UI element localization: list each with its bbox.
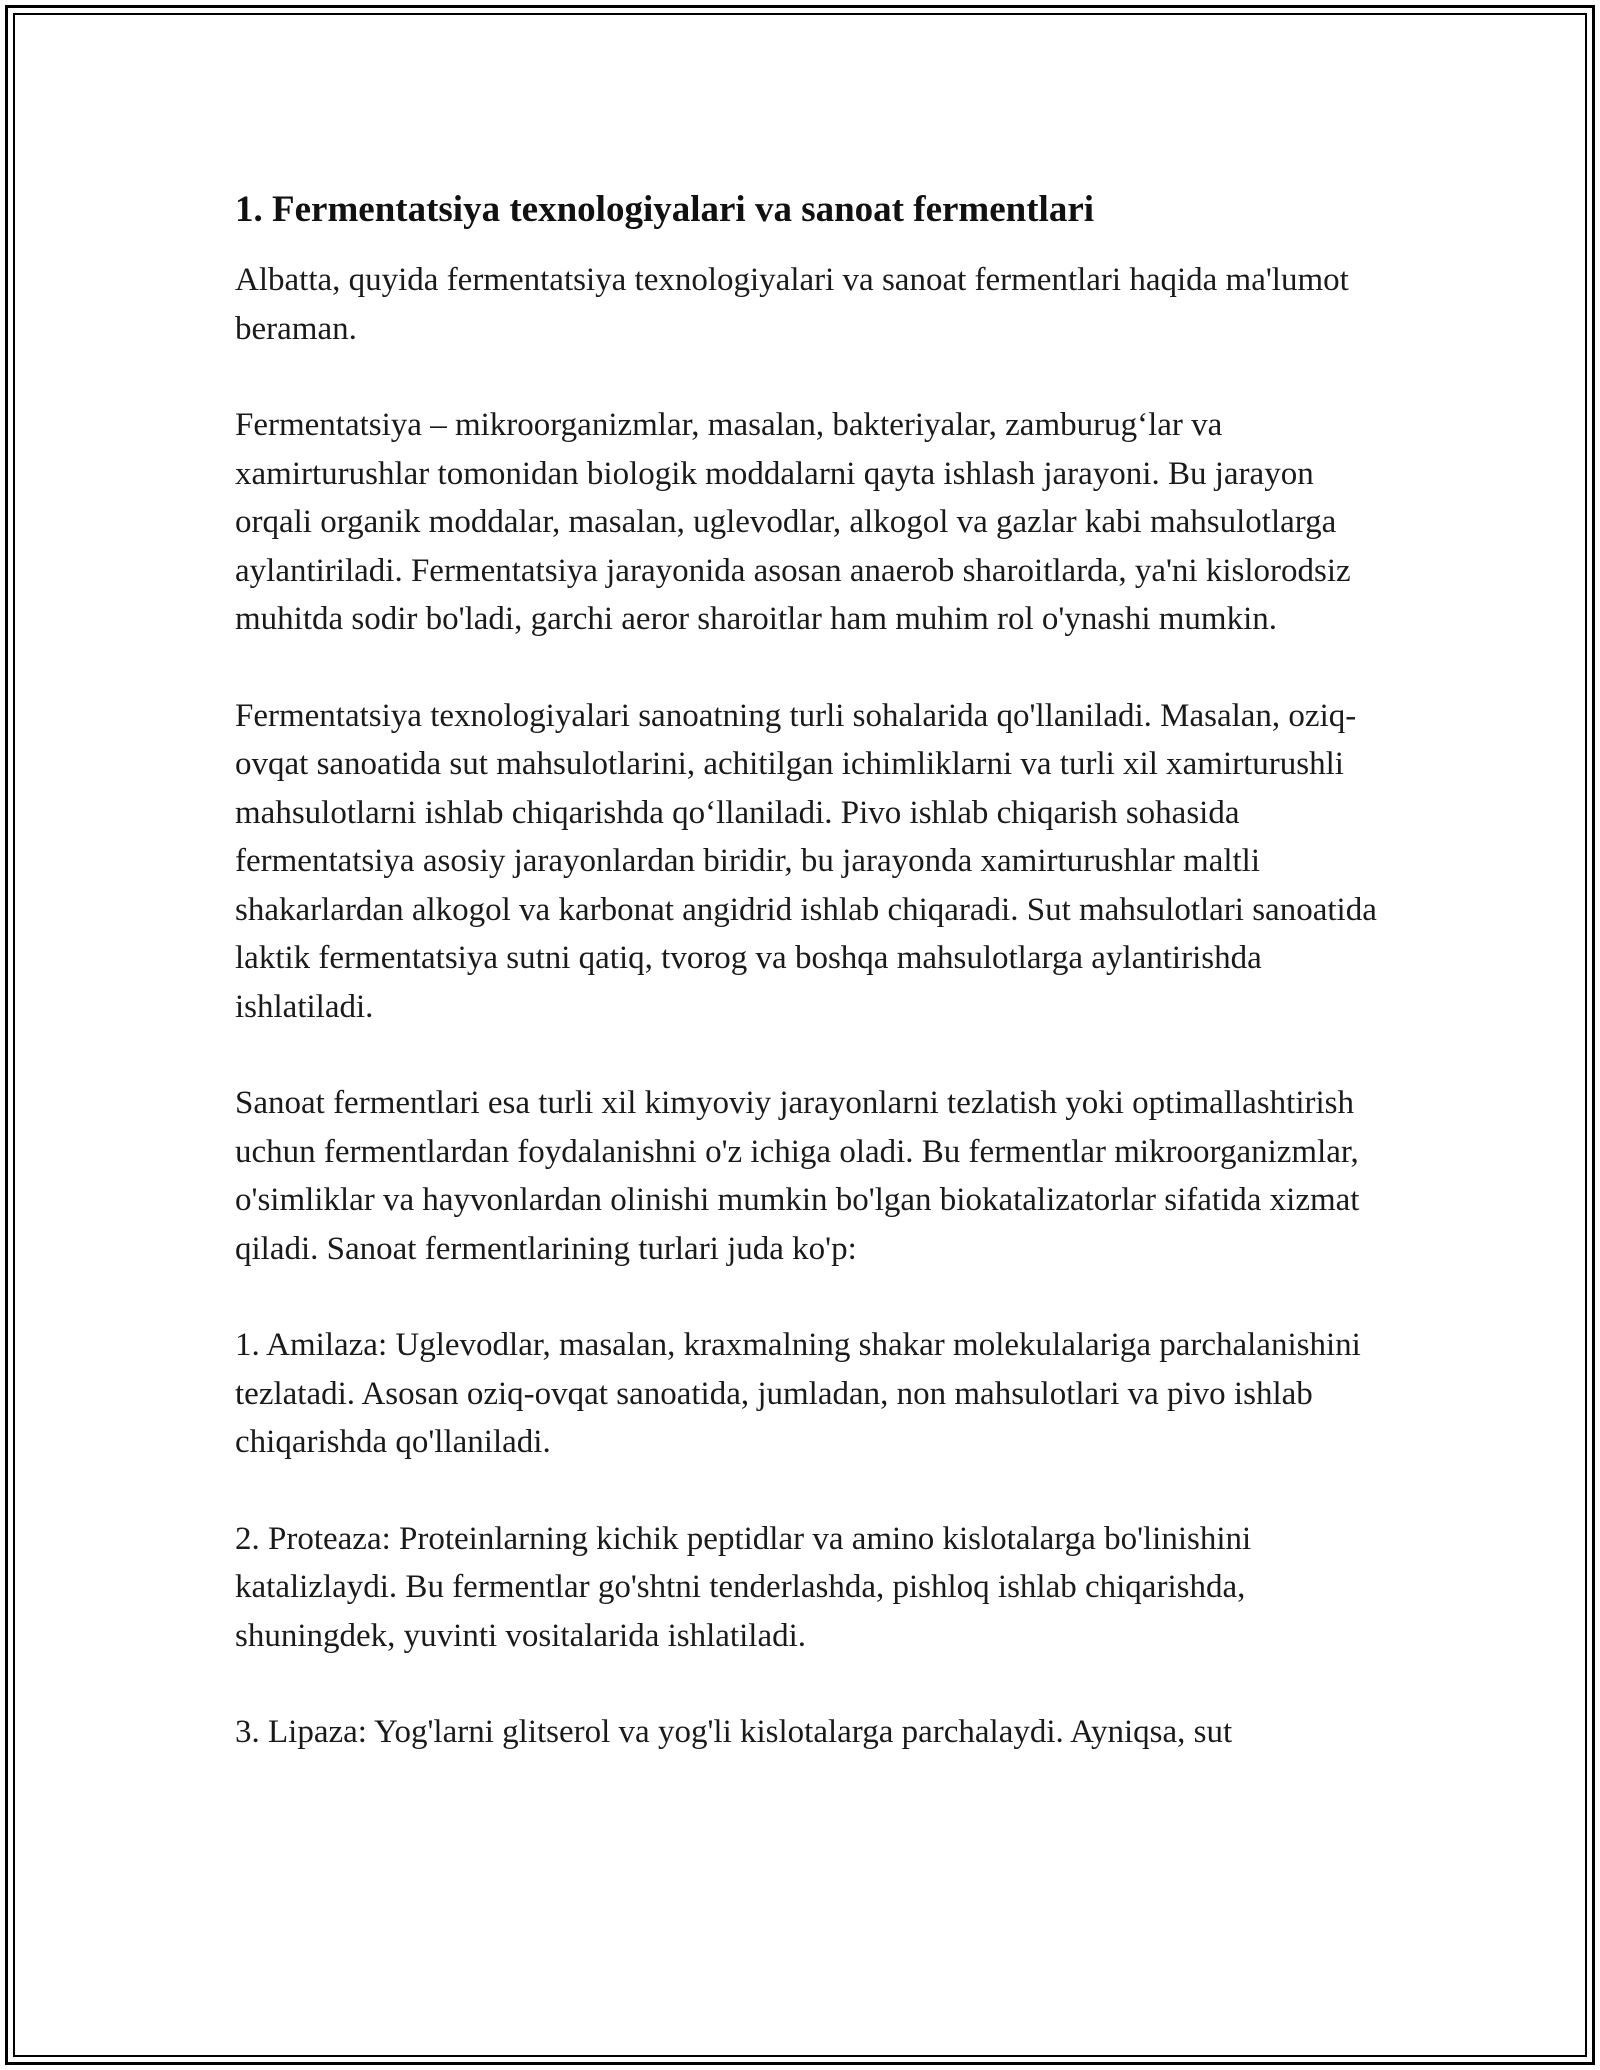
list-item-amylase: 1. Amilaza: Uglevodlar, masalan, kraxmalning shakar molekulalariga parchalanishini tezlatadi. Asosan oziq-ovqat sanoatida, jumladan, non mahsulotlari va pivo ishlab chiqarishda qo'llaniladi.	[235, 1327, 1361, 1461]
list-item-lipase: 3. Lipaza: Yog'larni glitserol va yog'li kislotalarga parchalaydi. Ayniqsa, sut	[235, 1714, 1233, 1751]
paragraph-industrial-enzymes: Sanoat fermentlari esa turli xil kimyoviy jarayonlarni tezlatish yoki optimallashtirish uchun fermentlardan foydalanishni o'z ichiga oladi. Bu fermentlar mikroorganizmlar, o'simliklar va hayvonlardan olinishi mumkin bo'lgan biokatalizatorlar sifatida xizmat qiladi. Sanoat fermentlarining turlari juda ko'p:	[235, 1085, 1360, 1267]
paragraph-fermentation-industry: Fermentatsiya texnologiyalari sanoatning turli sohalarida qo'llaniladi. Masalan, oziq-ovqat sanoatida sut mahsulotlarini, achitilgan ichimliklarni va turli xil xamirturushli mahsulotlarni ishlab chiqarishda qo‘llaniladi. Pivo ishlab chiqarish sohasida fermentatsiya asosiy jarayonlardan biridir, bu jarayonda xamirturushlar maltli shakarlardan alkogol va karbonat angidrid ishlab chiqaradi. Sut mahsulotlari sanoatida laktik fermentatsiya sutni qatiq, tvorog va boshqa mahsulotlarga aylantirishda ishlatiladi.	[235, 697, 1377, 1025]
document-body	[235, 186, 1385, 1805]
list-item-protease: 2. Proteaza: Proteinlarning kichik peptidlar va amino kislotalarga bo'linishini katalizlaydi. Bu fermentlar go'shtni tenderlashda, pishloq ishlab chiqarishda, shuningdek, yuvinti vositalarida ishlatiladi.	[235, 1520, 1252, 1654]
document-title: 1. Fermentatsiya texnologiyalari va sanoat fermentlari	[235, 189, 1095, 230]
paragraph-fermentation-definition: Fermentatsiya – mikroorganizmlar, masalan, bakteriyalar, zamburug‘lar va xamirturushlar tomonidan biologik moddalarni qayta ishlash jarayoni. Bu jarayon orqali organik moddalar, masalan, uglevodlar, alkogol va gazlar kabi mahsulotlarga aylantiriladi. Fermentatsiya jarayonida asosan anaerob sharoitlarda, ya'ni kislorodsiz muhitda sodir bo'ladi, garchi aeror sharoitlar ham muhim rol o'ynashi mumkin.	[235, 407, 1351, 638]
paragraph-intro: Albatta, quyida fermentatsiya texnologiyalari va sanoat fermentlari haqida ma'lumot beraman.	[235, 262, 1349, 347]
